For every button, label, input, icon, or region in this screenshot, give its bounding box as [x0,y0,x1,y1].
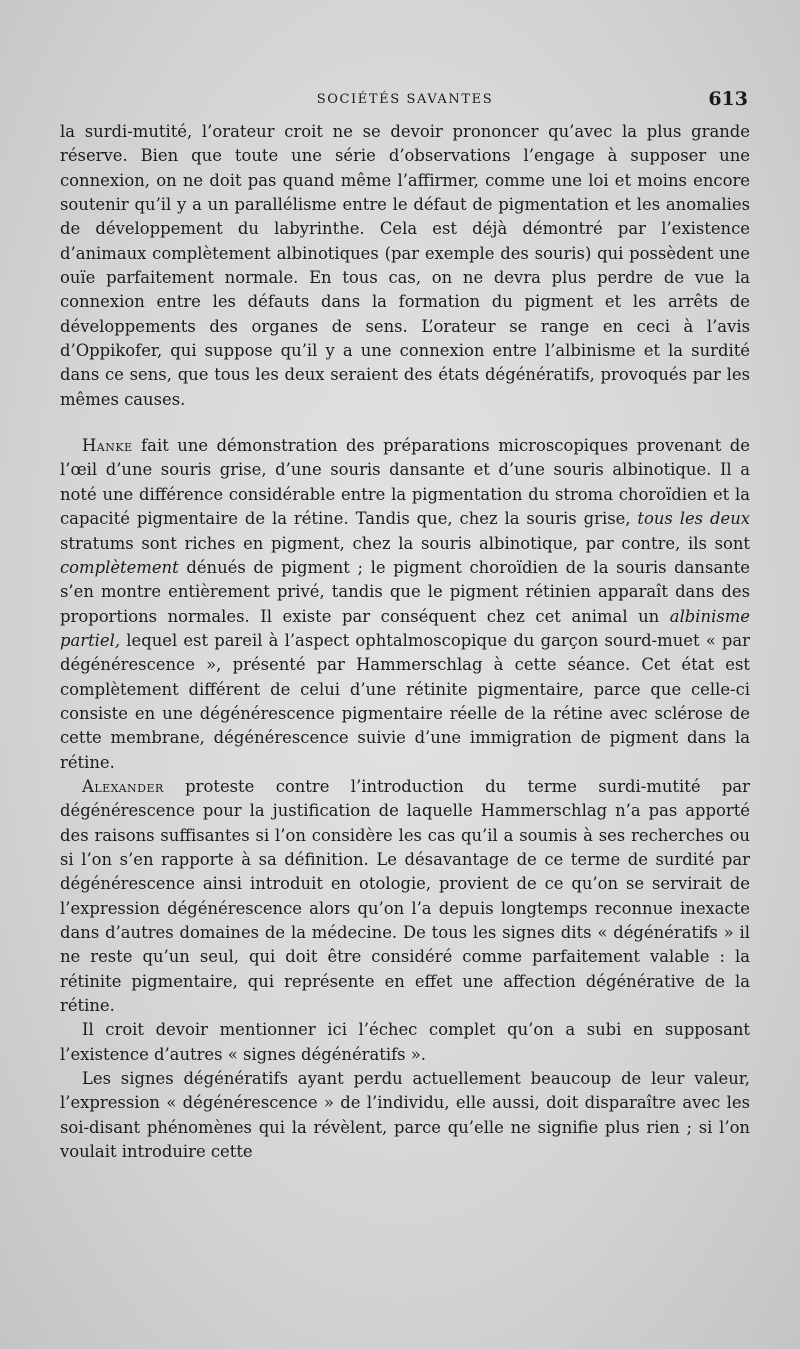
paragraph: Il croit devoir mentionner ici l’échec complet qu’on a subi en supposant l’existence d’autres « signes dégénératifs ». [60,1020,750,1064]
running-title: SOCIÉTÉS SAVANTES [316,92,494,107]
page-number: 613 [708,88,748,110]
paragraph: Les signes dégénératifs ayant perdu actuellement beaucoup de leur valeur, l’expression « dégénérescence » de l’individu, elle aussi, doit disparaître avec les soi-disant phénomènes qui la révèlent, parce qu’elle ne signifie plus rien ; si l’on voulait introduire cette [60,1069,750,1162]
body-text [60,120,750,1164]
text-segment: proteste contre l’introduction du terme surdi-mutité par dégénérescence pour la justification de laquelle Hammerschlag n’a pas apporté des raisons suffisantes si l’on considère les cas qu’il a soumis à ses recherches ou si l’on s’en rapporte à sa définition. Le désavantage de ce terme de surdité par dégénérescence ainsi introduit en otologie, provient de ce qu’on se servirait de l’expression dégénérescence alors qu’on l’a depuis longtemps reconnue inexacte dans d’autres domaines de la médecine. De tous les signes dits « dégénératifs » il ne reste qu’un seul, qui doit être considéré comme parfaitement valable : la rétinite pigmentaire, qui représente en effet une affection dégénérative de la rétine. [60,776,750,1016]
speaker-name-hanke: Hanke [82,436,133,456]
emphasis-text: albinisme partiel, [60,606,750,650]
paragraph-alexander [60,775,750,1018]
emphasis-text: complètement [60,557,179,577]
text-segment: fait une démonstration des préparations microscopiques provenant de l’œil d’une souris grise, d’une souris dansante et d’une souris albinotique. Il a noté une différence considérable entre la pigmentation du stroma choroïdien et la capacité pigmentaire de la rétine. Tandis que, chez la souris grise, [60,436,750,529]
emphasis-text: tous les deux [637,509,750,529]
text-segment: lequel est pareil à l’aspect ophtalmoscopique du garçon sourd-muet « par dégénérescence », présenté par Hammerschlag à cette séance. Cet état est complètement différent de celui d’une rétinite pigmentaire, parce que celle-ci consiste en une dégénérescence pigmentaire réelle de la rétine avec sclérose de cette membrane, dégénérescence suivie d’une immigration de pigment dans la rétine. [60,630,750,772]
page-header [62,90,748,114]
paragraph-hanke [60,434,750,775]
text-segment: stratums sont riches en pigment, chez la souris albinotique, par contre, ils sont [60,533,750,553]
speaker-name-alexander: Alexander [82,776,164,796]
text-segment: dénués de pigment ; le pigment choroïdien de la souris dansante s’en montre entièrement privé, tandis que le pigment rétinien apparaît dans des proportions normales. Il existe par conséquent chez cet animal un [60,557,750,626]
paragraph-continuation: la surdi-mutité, l’orateur croit ne se devoir prononcer qu’avec la plus grande réserve. Bien que toute une série d’observations l’engage à supposer une connexion, on ne doit pas quand même l’affirmer, comme une loi et moins encore soutenir qu’il y a un parallélisme entre le défaut de pigmentation et les anomalies de développement du labyrinthe. Cela est déjà démontré par l’existence d’animaux complètement albinotiques (par exemple des souris) qui possèdent une ouïe parfaitement normale. En tous cas, on ne devra plus perdre de vue la connexion entre les défauts dans la formation du pigment et les arrêts de développements des organes de sens. L’orateur se range en ceci à l’avis d’Oppikofer, qui suppose qu’il y a une connexion entre l’albinisme et la surdité dans ce sens, que tous les deux seraient des états dégénératifs, provoqués par les mêmes causes. [60,122,750,409]
